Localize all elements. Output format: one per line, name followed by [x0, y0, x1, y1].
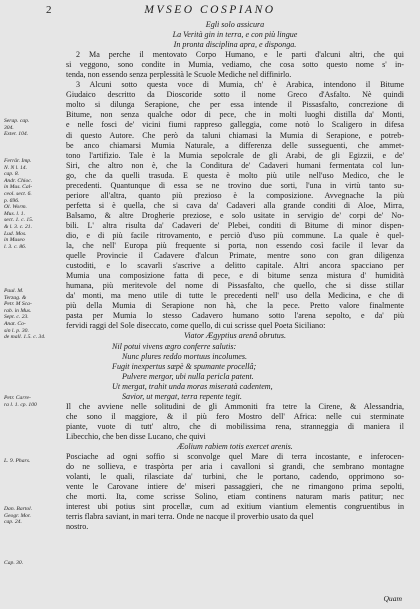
margin-note-line: Cap. 30. [4, 560, 24, 566]
margin-note [4, 560, 64, 567]
text-line: Viator Ægyptius arenâ obrutus. [183, 331, 287, 341]
margin-note-line: ceol. sect. 6. [4, 190, 32, 197]
text-line: interest ubi potius sint procellæ, cum ad exitium viantium elementis congruentibus in [66, 502, 404, 512]
margin-note-line: ra l. 1. cp. 100 [4, 401, 37, 408]
margin-note [4, 395, 64, 408]
text-line: Balsamo, & altre Drogherie preziose, e solo usitate in servigio de' corpi de' No- [66, 210, 404, 220]
text-line: quelle Provincie il Cadavere d'alcun Primate, mentre sono con gran diligenza [66, 251, 404, 261]
text-line: 2 Ma perche il mentovato Corpo Humano, e le parti d'alcuni altri, che qui [76, 50, 404, 60]
margin-note [4, 506, 64, 526]
margin-note-line: L. 9. Phars. [4, 458, 31, 464]
margin-note-line: cap. 8. [4, 171, 20, 178]
margin-note-line: Dan. Bartol. [4, 506, 33, 512]
margin-note-line: Serap. cap. [4, 118, 30, 124]
text-line: precedenti. Quantunque di essa se ne trovino due sorti, l'una in virtù tanto su- [66, 180, 404, 190]
text-line: piante, vuote di tutt' altro, che di mobilissima rena, stranneggia di maniera il [66, 421, 404, 431]
text-line: Libecchio, che ben disse Lucano, che quivi [66, 431, 206, 441]
text-line: di questo Autore. Che però da taluni chiamasi la Mumia di Serapione, e potreb- [66, 130, 404, 140]
text-line: In pronta disciplina apra, e disponga. [173, 40, 297, 50]
margin-note-line: 304. [4, 124, 14, 131]
text-line: 3 Alcuni sotto questa voce di Mumia, ch' è Arabica, intendono il Bitume [76, 80, 404, 90]
text-line: che morti. Ita, come scrisse Solino, etiam continens naturam maris patitur; nec [66, 492, 404, 502]
margin-note-line: Sept. c. 23. [4, 314, 29, 321]
catchword: Quam [383, 594, 402, 603]
text-line: Ut mergat, trahit unda moras miseratà cadentem, [112, 381, 273, 391]
text-line: terris flabra saviant, in mari terra. Onde ne nacque il proverbio usato da quel [66, 512, 314, 522]
margin-note-line: de mall. 1.5. c. 34. [4, 334, 46, 341]
margin-note-line: Ferrār. Imp. [4, 158, 32, 164]
margin-note-line: Petr. Carre- [4, 395, 31, 401]
text-line: tenda, non essendo senza perplessità le Scuole Mediche nel diffinirlo. [66, 70, 292, 80]
text-line: tono l'artifizio. Tale è la Mumia sepolcrale de gli Arabi, de gli Egizzii, e de' [66, 150, 404, 160]
text-line: Fugit inexpertus sæpè & spumante procellâ; [112, 361, 257, 371]
text-line: da' monti, ma meno utile di tutte le precedenti nell' uso della Medicina, e che di [66, 291, 404, 301]
page-number: 2 [46, 4, 52, 16]
text-line: Savior, ut mergat, terra repente tegit. [122, 391, 242, 401]
text-line: custoditi, e lo scavarli s'ascrive a delitto capitale. Altri ancora spacciano per [66, 261, 404, 271]
margin-note-line: in Museo [4, 237, 25, 244]
margin-note-line: sin l. p. 30. [4, 327, 29, 334]
text-line: Nil potui vivens ægro conferre salutis: [112, 341, 237, 351]
margin-note [4, 458, 64, 465]
text-line: dio, e di più facile ritrovamento, e perciò d'uso più commune. La quale è quel- [66, 230, 404, 240]
margin-note-line: Ol. Worm. [4, 204, 27, 211]
margin-note-line: Anat. Co- [4, 320, 26, 327]
margin-note-line: p. 696. [4, 197, 20, 204]
margin-note [4, 118, 64, 131]
text-line: Mumia una composizione fatta di pece, e di bitume senza mistura d' humidità [66, 271, 404, 281]
text-line: Egli solo assicura [205, 20, 265, 29]
margin-note-line: rab. in Mus. [4, 307, 32, 314]
text-line: Il che avviene nelle solitudini de gli Ammoniti fra tetre la Cirene, & Alessandria, [66, 401, 404, 411]
text-line: humana, più meritevole del nome di Pissasfalto, che quello, che si disse stillar [66, 281, 404, 291]
running-title: MVSEO COSPIANO [144, 4, 276, 16]
text-line: fervidi raggi del Sole diseccato, come quello, di cui scrisse quel Poeta Siciliano: [66, 321, 326, 331]
text-line: Nunc plures reddo mortuus incolumes. [122, 351, 248, 361]
margin-note-line: Lud. Mos. [4, 230, 27, 237]
body-text [66, 20, 404, 532]
text-line: La Verità gin in terra, e con più lingue [172, 30, 298, 40]
margin-note [4, 288, 64, 341]
text-line: go, che da quelli trasuda. E questa è molto più utile nell'uso Medico, che le [66, 170, 404, 180]
margin-note-line: Mus. l. 1. [4, 210, 25, 217]
text-line: periore all'altra, quanto più prezioso è la composizione. Avvegnache la più [66, 190, 404, 200]
margin-note-line: in Mus. Cal- [4, 184, 33, 191]
text-line: molto si dilunga Serapione, che per essa intende il Pissasfalto, concrezione di [66, 100, 404, 110]
text-line: pasta per Mumia lo stesso Cadavero humano sotto l'arena sepolto, e da' più [66, 311, 404, 321]
margin-note-line: N. N l. 14. [4, 164, 28, 171]
text-line: do ne sollieva, e traspòrta per aria i cavalloni sì grandi, che sembrano montagne [66, 462, 404, 472]
text-line: vente le Carovane intiere de' miseri passaggieri, che ne rimangono prima sepolti, [66, 482, 404, 492]
text-line: Giudaico descritto da Dioscoride sotto il nome Greco d'Asfalto. Nè quindi [66, 90, 404, 100]
text-line: perfetta si è quella, che si cava da' Cadaveri alla grande conditi di Aloe, Mirra, [66, 200, 404, 210]
margin-note-line: & l. 3. c. 21. [4, 223, 32, 230]
margin-note-line: Petr. M Sca- [4, 301, 32, 308]
text-line: Pulvere mergor, ubi nulla pericla patent. [122, 371, 254, 381]
margin-note-line: sect. 1. c. 15. [4, 217, 34, 224]
margin-note-line: Andr. Chioc. [4, 177, 33, 184]
text-line: volanti, le quali, rilasciate da' turbini, che le portano, cadendo, opprimono so- [66, 472, 404, 482]
text-line: più della Mumia di Serapione non hà, che la pece. Pretto valore finalmente [66, 301, 404, 311]
text-line: Siri, che altro non è, che la Conditura de' Cadaveri humani fermentata col lun- [66, 160, 404, 170]
margin-note-line: Paul. M. [4, 288, 24, 294]
text-line: Posciache ad ogni soffio si sconvolge quel Mare di terra incostante, e inferocen- [66, 452, 404, 462]
text-line: Bitume, non senza qualche odor di pece, che in molti luoghi distilla da' Monti, [66, 110, 404, 120]
margin-note-line: cap. 24. [4, 519, 22, 526]
text-line: be anco chiamarsi Mumia Naturale, a differenza delle susseguenti, che ammet- [66, 140, 404, 150]
margin-note-line: Geogr. Mor. [4, 512, 31, 519]
text-line: la, che nell' Europa più frequente si porta, non essendo così facile il levar da [66, 241, 404, 251]
margin-note-line: Exter. 104. [4, 131, 29, 137]
margin-note-line: l. 3. c. 86. [4, 243, 27, 250]
text-line: e nelle fosci de' vicini fiumi rappreso galleggia, come notò lo Scaligero in difesa [66, 120, 404, 130]
text-line: che sono il maggiore, & il più fero Mostro dell' Africa: nelle cui sterminate [66, 411, 404, 421]
text-line: Æolium rabiem totis exercet arenis. [177, 441, 293, 451]
page-header [0, 4, 420, 18]
margin-note-line: Terzag. & [4, 294, 27, 301]
text-line: si veggono, sono condite in Mumia, vediamo, che cosa sotto questo nome s' in- [66, 60, 404, 70]
margin-note [4, 131, 64, 138]
text-line: bili. L' altra risulta da' Cadaveri de' Plebei, conditi di Bitume di minor dispen- [66, 220, 404, 230]
text-line: nostro. [66, 522, 89, 532]
margin-note [4, 158, 64, 250]
